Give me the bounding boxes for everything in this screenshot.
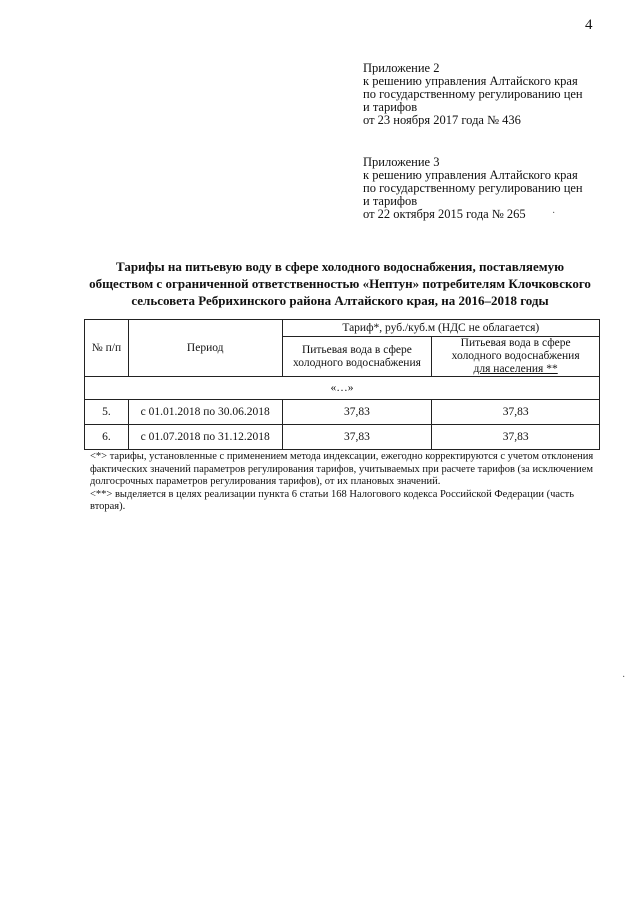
appendix-2-line: Приложение 2 [363,61,440,75]
header-line: холодного водоснабжения [451,350,580,362]
header-line: Питьевая вода в сфере [460,337,571,349]
header-period: Период [128,320,282,377]
appendix-2-line: и тарифов [363,100,418,114]
header-line: для населения ** [473,363,558,375]
row-period: с 01.01.2018 по 30.06.2018 [128,400,282,425]
footnote-1: <*> тарифы, установленные с применением метода индексации, ежегодно корректируются с учетом отклонения фактических значений параметров регулирования тарифов, учитываемых при расчете тарифов (за исключением долгосрочных параметров регулирования тарифов), от их плановых значений. [90,451,594,487]
row-period: с 01.07.2018 по 31.12.2018 [128,425,282,450]
table-row [85,425,600,450]
document-title [60,258,620,309]
title-line: Тарифы на питьевую воду в сфере холодного водоснабжения, поставляемую [115,259,565,274]
page-number: 4 [585,17,593,33]
header-tariff-population [432,337,600,377]
appendix-2-line: по государственному регулированию цен [363,87,583,101]
header-line: холодного водоснабжения [292,356,421,369]
appendix-2-line: к решению управления Алтайского края [363,74,578,88]
scan-dot: · [622,672,626,683]
appendix-2-line: от 23 ноября 2017 года № 436 [363,113,521,127]
footnote-2: <**> выделяется в целях реализации пункта 6 статьи 168 Налогового кодекса Российской Федерации (часть вторая). [90,488,575,512]
row-number: 5. [85,400,129,425]
header-line: Питьевая вода в сфере [301,343,412,356]
appendix-3-line: от 22 октября 2015 года № 265 [363,207,526,221]
appendix-3-line: и тарифов [363,194,418,208]
row-tariff-population: 37,83 [432,425,600,450]
table-row [85,400,600,425]
appendix-3-line: Приложение 3 [363,155,440,169]
scan-dot: · [552,208,556,219]
appendix-3-block [363,156,613,221]
header-tariff-water [282,337,432,377]
title-line: сельсовета Ребрихинского района Алтайского края, на 2016–2018 годы [131,293,549,308]
ellipsis-cell: «…» [85,377,600,400]
appendix-3-line: по государственному регулированию цен [363,181,583,195]
appendix-3-line: к решению управления Алтайского края [363,168,578,182]
row-tariff-population: 37,83 [432,400,600,425]
row-tariff-water: 37,83 [282,425,432,450]
tariff-table [84,319,600,450]
appendix-2-block [363,62,613,127]
row-number: 6. [85,425,129,450]
row-tariff-water: 37,83 [282,400,432,425]
footnotes [90,451,602,514]
title-line: обществом с ограниченной ответственностью «Нептун» потребителям Клочковского [89,276,591,291]
header-tariff-group: Тариф*, руб./куб.м (НДС не облагается) [282,320,599,337]
header-number: № п/п [85,320,129,377]
